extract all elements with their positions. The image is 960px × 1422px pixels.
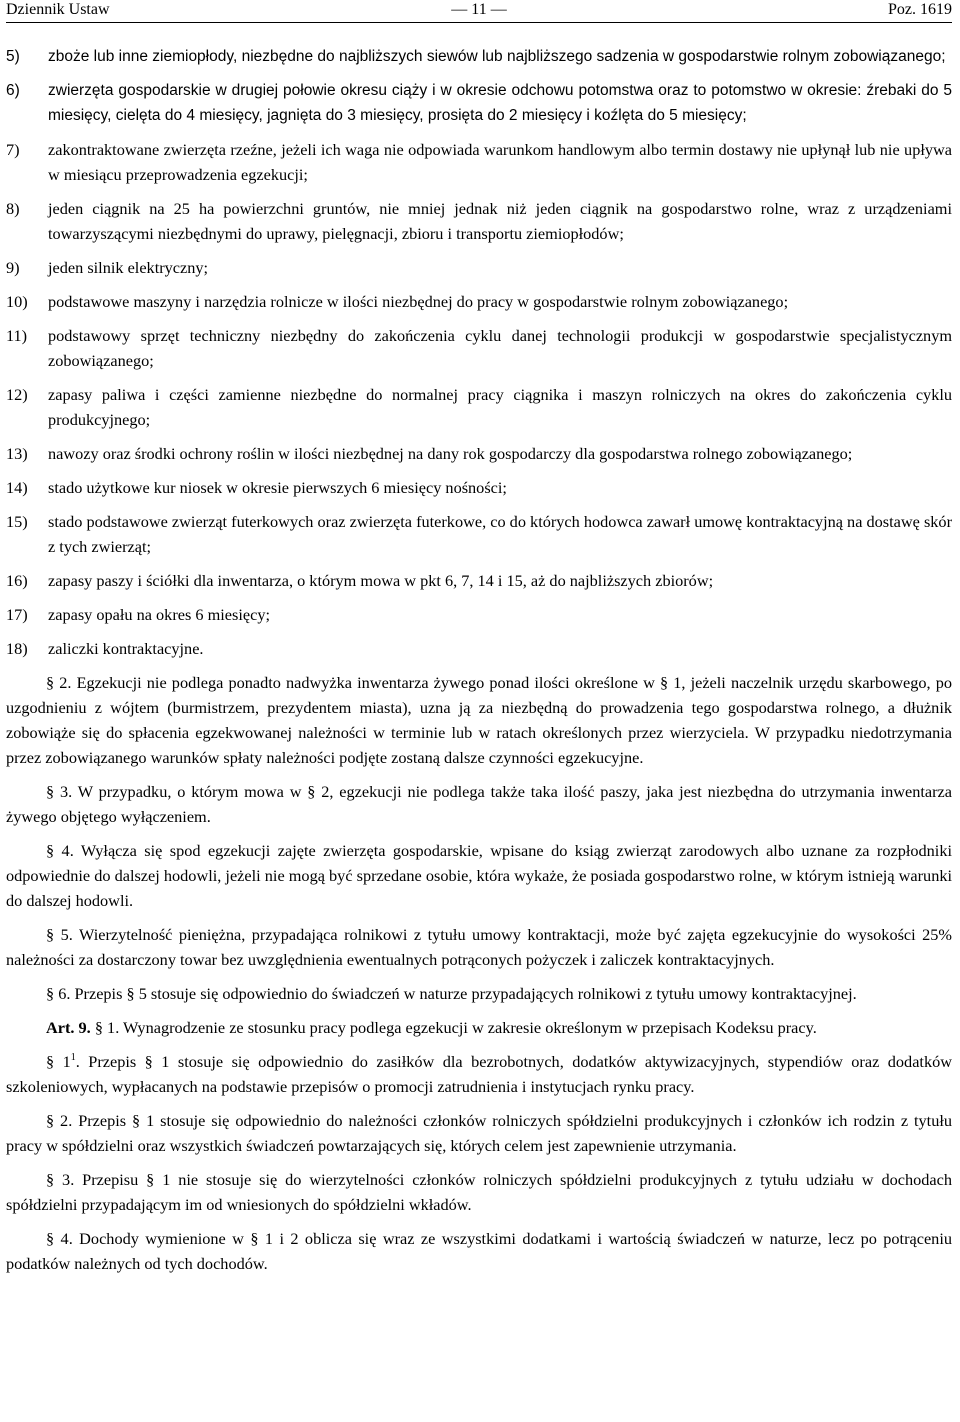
item-number: 14) bbox=[6, 478, 28, 497]
article-9-paragraph-1 bbox=[6, 1015, 952, 1040]
journal-title: Dziennik Ustaw bbox=[6, 1, 110, 18]
item-number: 11) bbox=[6, 326, 28, 345]
item-text: stado podstawowe zwierząt futerkowych oraz zwierzęta futerkowe, co do których hodowca zawarł umowę kontraktacyjną na dostawę skór z tych zwierząt; bbox=[48, 512, 952, 556]
list-item bbox=[6, 44, 952, 69]
item-number: 12) bbox=[6, 385, 28, 404]
item-text: zapasy paszy i ściółki dla inwentarza, o którym mowa w pkt 6, 7, 14 i 15, aż do najbliższych zbiorów; bbox=[48, 571, 714, 590]
item-text: stado użytkowe kur niosek w okresie pierwszych 6 miesięcy nośności; bbox=[48, 478, 507, 497]
item-text: zboże lub inne ziemiopłody, niezbędne do najbliższych siewów lub najbliższego sadzenia w gospodarstwie rolnym zobowiązanego; bbox=[48, 48, 946, 65]
paragraph-4: § 4. Wyłącza się spod egzekucji zajęte zwierzęta gospodarskie, wpisane do ksiąg zwierząt zarodowych albo uznane za rozpłodniki odpowiednie do dalszej hodowli, jeżeli nie mogą być sprzedane osobie, która wykaże, że posiada gospodarstwo rolne, w którym istnieją warunki do dalszej hodowli. bbox=[6, 841, 952, 910]
document-body bbox=[6, 44, 952, 1285]
paragraph-5: § 5. Wierzytelność pieniężna, przypadająca rolnikowi z tytułu umowy kontraktacji, może być zajęta egzekucyjnie do wysokości 25% należności za dostarczony towar bez uwzględnienia ewentualnych potrąconych pożyczek i zaliczek kontraktacyjnych. bbox=[6, 925, 952, 969]
item-text: zakontraktowane zwierzęta rzeźne, jeżeli ich waga nie odpowiada warunkom handlowym albo termin dostawy nie upłynął lub nie upływa w miesiącu przeprowadzenia egzekucji; bbox=[48, 140, 952, 184]
list-item bbox=[6, 636, 952, 661]
article-9-paragraph-2: § 2. Przepis § 1 stosuje się odpowiednio do należności członków rolniczych spółdzielni produkcyjnych i członków ich rodzin z tytułu pracy w spółdzielni oraz wszystkich świadczeń powtarzających się, których celem jest zapewnienie utrzymania. bbox=[6, 1111, 952, 1155]
paragraph-6: § 6. Przepis § 5 stosuje się odpowiednio do świadczeń w naturze przypadających rolnikowi z tytułu umowy kontraktacyjnej. bbox=[46, 984, 857, 1003]
list-item bbox=[6, 78, 952, 128]
item-text: podstawowy sprzęt techniczny niezbędny do zakończenia cyklu danej technologii produkcji w gospodarstwie specjalistycznym zobowiązanego; bbox=[48, 326, 952, 370]
item-number: 17) bbox=[6, 605, 28, 624]
item-number: 6) bbox=[6, 82, 20, 99]
item-number: 15) bbox=[6, 512, 28, 531]
list-item bbox=[6, 602, 952, 627]
article-9-p1-text: § 1. Wynagrodzenie ze stosunku pracy podlega egzekucji w zakresie określonym w przepisach Kodeksu pracy. bbox=[94, 1018, 817, 1037]
list-item bbox=[6, 323, 952, 373]
article-9-p1-1-text: . Przepis § 1 stosuje się odpowiednio do zasiłków dla bezrobotnych, dodatków aktywizacyjnych, stypendiów oraz dodatków szkoleniowych, wypłacanych na podstawie przepisów o promocji zatrudnienia i instytucjach rynku pracy. bbox=[6, 1052, 952, 1096]
item-number: 13) bbox=[6, 444, 28, 463]
section-superscript: 1 bbox=[70, 1052, 76, 1063]
list-item bbox=[6, 475, 952, 500]
list-item bbox=[6, 137, 952, 187]
item-number: 10) bbox=[6, 292, 28, 311]
article-9-paragraph-3: § 3. Przepisu § 1 nie stosuje się do wierzytelności członków rolniczych spółdzielni produkcyjnych z tytułu udziału w dochodach spółdzielni przypadającym im od wniesionych do spółdzielni wkładów. bbox=[6, 1170, 952, 1214]
item-text: zaliczki kontraktacyjne. bbox=[48, 639, 204, 658]
article-9-paragraph-1-1 bbox=[6, 1049, 952, 1099]
page-number: — 11 — bbox=[451, 1, 507, 18]
paragraph-2: § 2. Egzekucji nie podlega ponadto nadwyżka inwentarza żywego ponad ilości określone w § 1, jeżeli naczelnik urzędu skarbowego, po uzgodnieniu z wójtem (burmistrzem, prezydentem miasta), uzna ją za niezbędną do prowadzenia tego gospodarstwa rolnego, a dłużnik zobowiąże się do spłacenia egzekwowanej należności w terminie lub w ratach określonych przez wierzyciela. W przypadku niedotrzymania przez zobowiązanego warunków spłaty należności podjęte zostaną dalsze czynności egzekucyjne. bbox=[6, 673, 952, 767]
article-9-paragraph-4: § 4. Dochody wymienione w § 1 i 2 oblicza się wraz ze wszystkimi dodatkami i wartością świadczeń w naturze, lecz po potrąceniu podatków należnych od tych dochodów. bbox=[6, 1229, 952, 1273]
list-item bbox=[6, 196, 952, 246]
article-label: Art. 9. bbox=[46, 1018, 91, 1037]
item-number: 9) bbox=[6, 258, 20, 277]
item-text: nawozy oraz środki ochrony roślin w ilości niezbędnej na dany rok gospodarczy dla gospodarstwa rolnego zobowiązanego; bbox=[48, 444, 853, 463]
position-number: Poz. 1619 bbox=[888, 1, 952, 18]
page-header bbox=[6, 0, 952, 24]
list-item bbox=[6, 568, 952, 593]
item-text: podstawowe maszyny i narzędzia rolnicze w ilości niezbędnej do pracy w gospodarstwie rolnym zobowiązanego; bbox=[48, 292, 789, 311]
section-prefix: § 1 bbox=[46, 1052, 71, 1071]
item-number: 7) bbox=[6, 140, 20, 159]
list-item bbox=[6, 509, 952, 559]
item-text: zapasy opału na okres 6 miesięcy; bbox=[48, 605, 270, 624]
item-number: 16) bbox=[6, 571, 28, 590]
paragraph-3: § 3. W przypadku, o którym mowa w § 2, egzekucji nie podlega także taka ilość paszy, jaka jest niezbędna do utrzymania inwentarza żywego objętego wyłączeniem. bbox=[6, 782, 952, 826]
item-number: 5) bbox=[6, 48, 20, 65]
item-number: 18) bbox=[6, 639, 28, 658]
list-item bbox=[6, 289, 952, 314]
item-text: zwierzęta gospodarskie w drugiej połowie okresu ciąży i w okresie odchowu potomstwa oraz to potomstwo w okresie: źrebaki do 5 miesięcy, cielęta do 4 miesięcy, jagnięta do 3 miesięcy, prosięta do 2 miesięcy i koźlęta do 5 miesięcy; bbox=[48, 82, 952, 124]
item-text: jeden ciągnik na 25 ha powierzchni gruntów, nie mniej jednak niż jeden ciągnik na gospodarstwo rolne, wraz z urządzeniami towarzyszącymi niezbędnymi do uprawy, pielęgnacji, zbioru i transportu ziemiopłodów; bbox=[48, 199, 952, 243]
list-item bbox=[6, 255, 952, 280]
list-item bbox=[6, 441, 952, 466]
item-text: zapasy paliwa i części zamienne niezbędne do normalnej pracy ciągnika i maszyn rolniczych na okres do zakończenia cyklu produkcyjnego; bbox=[48, 385, 952, 429]
item-text: jeden silnik elektryczny; bbox=[48, 258, 209, 277]
list-item bbox=[6, 382, 952, 432]
header-divider bbox=[6, 22, 952, 23]
item-number: 8) bbox=[6, 199, 20, 218]
